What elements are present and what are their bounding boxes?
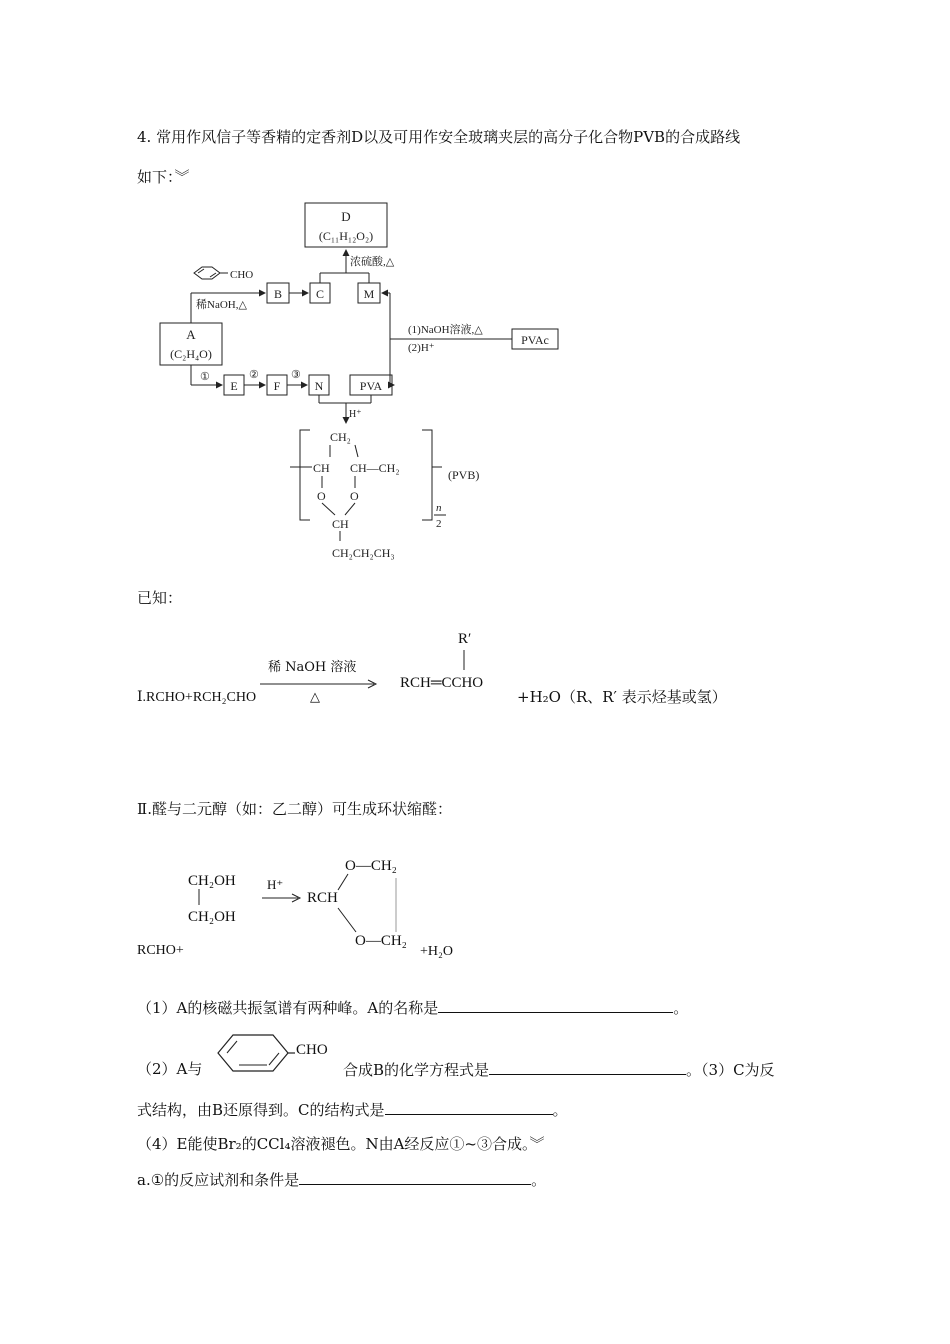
- r1-arrow: [260, 678, 380, 690]
- cond-PVB: H⁺: [349, 409, 362, 420]
- r2-title: Ⅱ.醛与二元醇（如：乙二醇）可生成环状缩醛：: [137, 800, 452, 818]
- q3-answer-blank[interactable]: [385, 1100, 553, 1115]
- step-2: ②: [249, 369, 259, 381]
- q2-cho: CHO: [296, 1042, 328, 1058]
- pvb-ch-bottom: CH: [332, 517, 349, 531]
- label-PVAc: PVAc: [521, 333, 549, 347]
- pvb-ch-right: CH—CH₂: [350, 461, 400, 475]
- label-F: F: [273, 379, 281, 393]
- cond-D: 浓硫酸,△: [350, 256, 395, 268]
- label-N: N: [314, 379, 324, 393]
- r2-diol-bond: [197, 889, 201, 907]
- cond-PVAc-1: (1)NaOH溶液,△: [408, 324, 483, 336]
- A-label: A: [186, 327, 196, 342]
- r2-ring-bonds: [330, 860, 420, 945]
- A-formula: (C₂H₄O): [170, 347, 212, 361]
- r1-prefix: Ⅰ.RCHO+RCH₂CHO: [137, 690, 257, 705]
- qa-end: 。: [531, 1171, 547, 1189]
- qa-text: a.①的反应试剂和条件是: [137, 1171, 300, 1189]
- r1-bond: [462, 650, 466, 672]
- r2-diol-bottom: CH₂OH: [188, 909, 236, 925]
- label-PVA: PVA: [359, 379, 383, 393]
- q2-text-c: 。（3）C为反: [686, 1061, 775, 1079]
- D-formula: (C₁₁H₁₂O₂): [318, 229, 374, 243]
- r1-product: RCH═CCHO: [400, 675, 484, 691]
- q1-end: 。: [673, 999, 689, 1017]
- pvb-ch2-top: CH₂: [330, 430, 351, 444]
- q2-line: [343, 1060, 775, 1079]
- q3-text: 式结构，由B还原得到。C的结构式是: [137, 1101, 385, 1119]
- r1-cond-bottom: △: [310, 690, 320, 705]
- r2-o-top: O—CH₂: [345, 858, 397, 874]
- pvb-o-left: O: [317, 489, 326, 503]
- pvb-name: (PVB): [448, 468, 480, 482]
- step-1: ①: [200, 371, 210, 383]
- pvb-n: n: [436, 502, 442, 514]
- q1: [137, 998, 688, 1017]
- q2-answer-blank[interactable]: [489, 1060, 686, 1075]
- q2-text-b: 合成B的化学方程式是: [343, 1061, 490, 1079]
- q3: [137, 1100, 568, 1119]
- pvb-2: 2: [436, 518, 442, 530]
- benzaldehyde-cho: CHO: [230, 269, 254, 281]
- cond-PVAc-2: (2)H⁺: [408, 342, 435, 354]
- r1-suffix: +H₂O（R、R′ 表示烃基或氢）: [517, 688, 727, 706]
- r2-rcho: RCHO+: [137, 943, 184, 958]
- r2-rch: RCH: [307, 890, 338, 906]
- r2-diol-top: CH₂OH: [188, 873, 236, 889]
- qa-answer-blank[interactable]: [299, 1170, 531, 1185]
- r1-rprime: R′: [458, 631, 472, 647]
- q3-end: 。: [552, 1101, 568, 1119]
- r2-o-bottom: O—CH₂: [355, 933, 407, 949]
- r2-arrow: [262, 892, 304, 904]
- q4: （4）E能使Br₂的CCl₄溶液褪色。N由A经反应①~③合成。︾: [137, 1135, 545, 1153]
- label-C: C: [315, 287, 325, 301]
- pvb-chain: CH₂CH₂CH₃: [332, 546, 395, 560]
- q1-text: （1）A的核磁共振氢谱有两种峰。A的名称是: [137, 999, 439, 1017]
- synthesis-scheme: [150, 195, 570, 575]
- label-E: E: [230, 379, 238, 393]
- q1-answer-blank[interactable]: [438, 998, 673, 1013]
- step-3: ③: [291, 369, 301, 381]
- pvb-ch-left: CH: [313, 461, 330, 475]
- D-label: D: [341, 209, 351, 224]
- r1-cond-top: 稀 NaOH 溶液: [268, 660, 357, 675]
- pvb-o-right: O: [350, 489, 359, 503]
- q2-text-a: （2）A与: [137, 1060, 203, 1078]
- qa: [137, 1170, 546, 1189]
- cond-AB: 稀NaOH,△: [196, 299, 247, 311]
- intro-line-2: 如下：︾: [137, 168, 190, 186]
- known-title: 已知：: [137, 589, 183, 607]
- question-number: 4.: [137, 128, 152, 146]
- r2-h2o: +H₂O: [420, 944, 453, 959]
- label-B: B: [273, 287, 283, 301]
- question-intro: [137, 128, 740, 146]
- label-M: M: [363, 287, 375, 301]
- intro-line-1: 常用作风信子等香精的定香剂D以及可用作安全玻璃夹层的高分子化合物PVB的合成路线: [156, 128, 741, 146]
- r2-cond: H⁺: [267, 877, 284, 892]
